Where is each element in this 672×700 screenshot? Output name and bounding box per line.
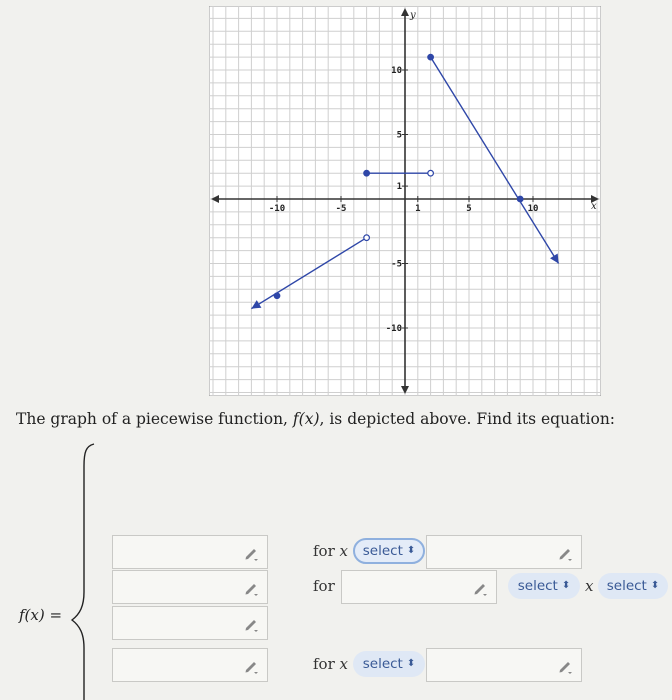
graph xyxy=(209,6,601,396)
row2-select2-label: select xyxy=(606,578,647,594)
pencil-icon xyxy=(243,580,259,596)
pencil-icon xyxy=(557,545,573,561)
row1-select-label: select xyxy=(362,543,403,559)
piecewise-brace xyxy=(66,442,96,700)
pencil-icon xyxy=(557,658,573,674)
closed-point xyxy=(274,293,280,299)
y-tick-label: 5 xyxy=(396,130,402,141)
row2-for-text xyxy=(313,577,335,595)
graph-canvas xyxy=(209,6,601,396)
updown-chevron-icon: ⬍ xyxy=(561,580,571,591)
closed-point xyxy=(428,54,434,60)
updown-chevron-icon: ⬍ xyxy=(650,580,660,591)
x-tick-label: 10 xyxy=(527,204,539,214)
closed-point xyxy=(364,170,370,176)
fx-label xyxy=(19,606,62,624)
row4-for-text xyxy=(313,655,348,673)
question-text xyxy=(16,410,656,428)
x-axis-label: x xyxy=(591,201,597,212)
row1-relation-select[interactable] xyxy=(353,538,425,564)
row1-for-text xyxy=(313,542,348,560)
y-tick-label: -5 xyxy=(391,259,402,270)
y-tick-label: 1 xyxy=(396,182,402,193)
question-after: , is depicted above. Find its equation: xyxy=(319,410,616,428)
x-tick-label: -5 xyxy=(335,204,347,214)
row1-expression-input[interactable] xyxy=(112,535,268,569)
pencil-icon xyxy=(243,658,259,674)
pencil-icon xyxy=(243,545,259,561)
fx-label-name: f(x) xyxy=(19,606,45,624)
row1-variable: x xyxy=(339,542,349,560)
row2-lower-bound-input[interactable] xyxy=(341,570,497,604)
row2-variable: x xyxy=(585,577,594,595)
row4-bound-input[interactable] xyxy=(426,648,582,682)
row4-expression-input[interactable] xyxy=(112,648,268,682)
pencil-icon xyxy=(243,616,259,632)
pencil-icon xyxy=(472,580,488,596)
row1-for-word: for xyxy=(313,542,335,560)
open-point xyxy=(428,170,434,176)
row2-expression-input[interactable] xyxy=(112,570,268,604)
open-point xyxy=(364,235,370,241)
x-tick-label: 1 xyxy=(415,204,421,214)
row1-bound-input[interactable] xyxy=(426,535,582,569)
x-tick-label: 5 xyxy=(466,204,472,214)
fx-label-eq: = xyxy=(44,606,63,624)
question-function: f(x) xyxy=(292,410,320,428)
question-before: The graph of a piecewise function, xyxy=(16,410,293,428)
updown-chevron-icon: ⬍ xyxy=(406,658,416,669)
row4-select-label: select xyxy=(362,656,403,672)
x-tick-label: -10 xyxy=(268,204,286,214)
closed-point xyxy=(517,196,523,202)
row2-relation-select-2[interactable] xyxy=(598,573,668,599)
row4-for-word: for xyxy=(313,655,335,673)
updown-chevron-icon: ⬍ xyxy=(406,545,416,556)
y-tick-label: 10 xyxy=(391,66,402,76)
y-axis-label: y xyxy=(410,10,416,21)
row2-select1-label: select xyxy=(517,578,558,594)
row2-relation-select-1[interactable] xyxy=(508,573,580,599)
row2-for-word: for xyxy=(313,577,335,595)
row4-relation-select[interactable] xyxy=(353,651,425,677)
row4-variable: x xyxy=(339,655,349,673)
y-tick-label: -10 xyxy=(385,324,402,334)
row3-expression-input[interactable] xyxy=(112,606,268,640)
